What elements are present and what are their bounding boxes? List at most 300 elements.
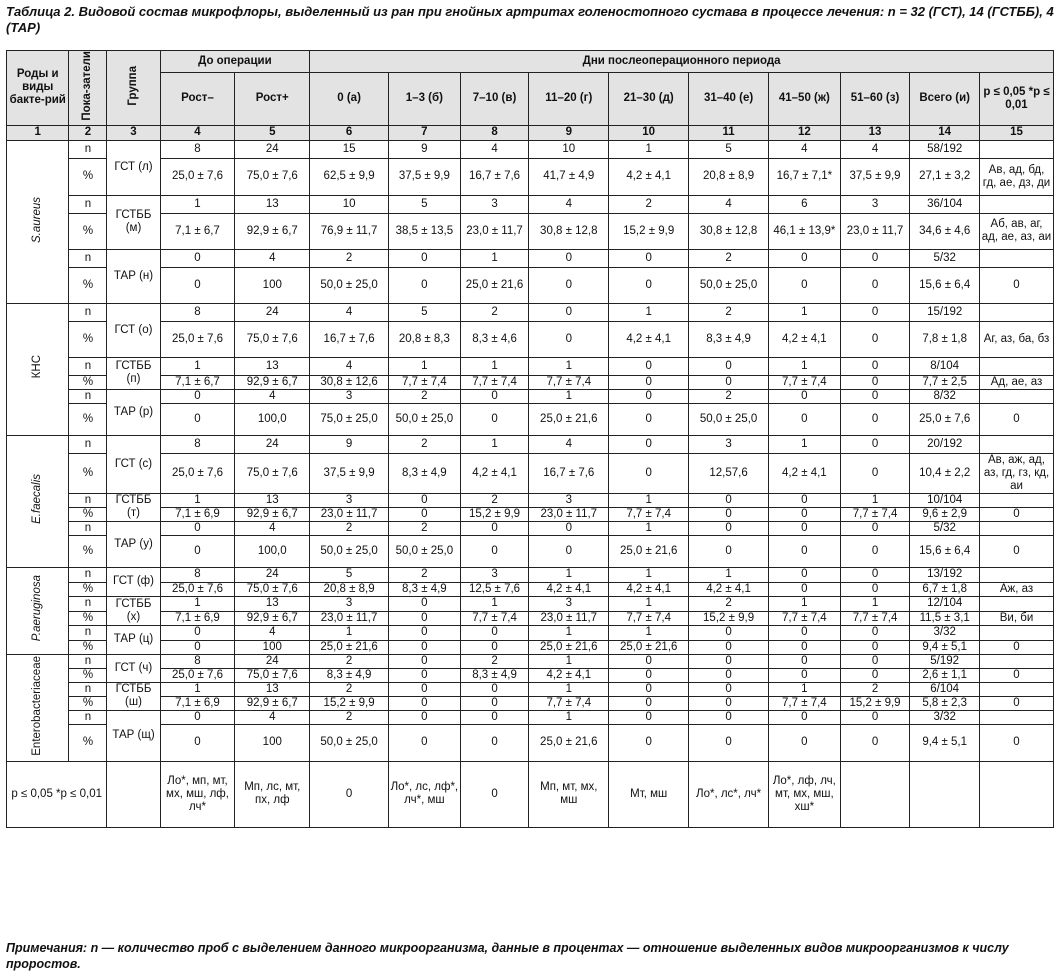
data-cell: 20,8 ± 8,9	[689, 158, 769, 195]
data-cell: 0	[840, 625, 910, 640]
data-cell: 5	[689, 140, 769, 158]
data-cell: 0	[529, 521, 609, 535]
data-cell: 4	[235, 710, 310, 724]
indicator-cell: n	[69, 195, 107, 213]
indicator-cell: %	[69, 640, 107, 654]
table-row	[7, 493, 1054, 507]
data-cell: 0	[609, 668, 689, 682]
data-cell: 3	[310, 389, 389, 403]
significance-cell: 0	[460, 761, 529, 827]
indicator-cell: n	[69, 682, 107, 696]
data-cell: 15,6 ± 6,4	[910, 267, 980, 303]
header-sub-8: 41–50 (ж)	[769, 72, 841, 125]
header-sub-7: 31–40 (е)	[689, 72, 769, 125]
data-cell: 1	[160, 596, 235, 611]
indicator-cell: n	[69, 435, 107, 453]
data-cell: 0	[980, 267, 1054, 303]
data-cell: 4	[235, 249, 310, 267]
data-cell: 1	[160, 357, 235, 375]
data-cell: 0	[840, 267, 910, 303]
header-sub-11: р ≤ 0,05 *р ≤ 0,01	[980, 72, 1054, 125]
data-cell: 50,0 ± 25,0	[389, 403, 461, 435]
data-cell: 23,0 ± 11,7	[529, 507, 609, 521]
data-cell: 100,0	[235, 403, 310, 435]
data-cell: 25,0 ± 21,6	[460, 267, 529, 303]
data-cell: 0	[840, 521, 910, 535]
data-cell: 7,1 ± 6,7	[160, 213, 235, 249]
genus-label: E.faecalis	[7, 435, 69, 567]
data-cell: 1	[769, 435, 841, 453]
data-cell: 7,7 ± 2,5	[910, 375, 980, 389]
data-cell: 0	[609, 403, 689, 435]
data-cell: 0	[389, 654, 461, 668]
data-cell: 1	[609, 625, 689, 640]
data-cell: 0	[689, 625, 769, 640]
data-cell: 0	[389, 668, 461, 682]
data-cell: 0	[389, 625, 461, 640]
data-cell: 0	[160, 640, 235, 654]
table-row	[7, 249, 1054, 267]
data-cell: 4	[235, 389, 310, 403]
data-cell: 2	[310, 521, 389, 535]
data-cell: 0	[460, 710, 529, 724]
data-cell: 2	[840, 682, 910, 696]
significance-cell	[840, 761, 910, 827]
data-cell: 75,0 ± 7,6	[235, 321, 310, 357]
data-cell: 2	[460, 303, 529, 321]
table-row	[7, 696, 1054, 710]
data-cell: 0	[389, 493, 461, 507]
indicator-cell: n	[69, 249, 107, 267]
data-cell: 92,9 ± 6,7	[235, 213, 310, 249]
indicator-cell: n	[69, 357, 107, 375]
indicator-cell: %	[69, 403, 107, 435]
data-cell: 24	[235, 654, 310, 668]
data-cell: 1	[160, 195, 235, 213]
data-cell: 24	[235, 140, 310, 158]
data-cell: 15	[310, 140, 389, 158]
data-cell: 0	[769, 710, 841, 724]
data-cell: 75,0 ± 7,6	[235, 668, 310, 682]
group-cell: ГСТ (ч)	[107, 654, 160, 682]
column-number: 15	[980, 125, 1054, 140]
data-cell: 0	[529, 249, 609, 267]
indicator-cell: %	[69, 453, 107, 493]
data-cell: 4,2 ± 4,1	[769, 453, 841, 493]
header-sub-10: Всего (и)	[910, 72, 980, 125]
data-cell: 6/104	[910, 682, 980, 696]
data-cell: 15,2 ± 9,9	[310, 696, 389, 710]
data-cell: 1	[769, 303, 841, 321]
data-cell: 92,9 ± 6,7	[235, 507, 310, 521]
data-cell: 50,0 ± 25,0	[310, 267, 389, 303]
header-group: Группа	[107, 51, 160, 126]
data-cell: 25,0 ± 7,6	[910, 403, 980, 435]
indicator-cell: %	[69, 321, 107, 357]
data-cell	[980, 682, 1054, 696]
table-row	[7, 640, 1054, 654]
table-row	[7, 535, 1054, 567]
significance-cell: Ло*, лс*, лч*	[689, 761, 769, 827]
data-cell: 0	[609, 453, 689, 493]
data-cell: 4	[529, 435, 609, 453]
group-cell: ГСТББ (п)	[107, 357, 160, 389]
data-cell: 0	[389, 611, 461, 625]
column-number: 11	[689, 125, 769, 140]
table-row	[7, 654, 1054, 668]
data-cell: 0	[389, 710, 461, 724]
data-cell: 3/32	[910, 625, 980, 640]
data-cell: 0	[980, 535, 1054, 567]
header-post-op: Дни послеоперационного периода	[310, 51, 1054, 73]
data-cell: 0	[460, 625, 529, 640]
data-cell: 0	[980, 668, 1054, 682]
column-number: 7	[389, 125, 461, 140]
data-cell: 58/192	[910, 140, 980, 158]
data-cell: 8	[160, 140, 235, 158]
data-cell: 0	[460, 724, 529, 761]
data-cell: 10	[310, 195, 389, 213]
data-cell: 0	[769, 267, 841, 303]
data-cell: 0	[689, 710, 769, 724]
column-number: 13	[840, 125, 910, 140]
data-cell: 1	[160, 493, 235, 507]
data-cell: 8	[160, 567, 235, 582]
data-cell: 25,0 ± 21,6	[529, 724, 609, 761]
data-cell: 10,4 ± 2,2	[910, 453, 980, 493]
data-cell: 1	[460, 357, 529, 375]
significance-label: р ≤ 0,05 *р ≤ 0,01	[7, 761, 107, 827]
data-cell: 0	[160, 389, 235, 403]
table-row	[7, 724, 1054, 761]
data-cell: 50,0 ± 25,0	[689, 267, 769, 303]
data-cell: 0	[980, 507, 1054, 521]
data-cell: 0	[689, 507, 769, 521]
data-cell: 0	[160, 521, 235, 535]
significance-cell: Мп, лс, мт, пх, лф	[235, 761, 310, 827]
data-cell: 23,0 ± 11,7	[840, 213, 910, 249]
data-cell: 37,5 ± 9,9	[310, 453, 389, 493]
column-number: 1	[7, 125, 69, 140]
column-number: 9	[529, 125, 609, 140]
indicator-cell: n	[69, 140, 107, 158]
table-row	[7, 453, 1054, 493]
data-cell: 24	[235, 303, 310, 321]
data-cell	[980, 357, 1054, 375]
data-cell: 0	[460, 403, 529, 435]
data-cell: 1	[769, 682, 841, 696]
data-cell: 4	[235, 625, 310, 640]
data-cell: 0	[529, 321, 609, 357]
data-cell: 8	[160, 654, 235, 668]
data-cell: 0	[980, 696, 1054, 710]
data-cell: 0	[980, 724, 1054, 761]
table-note: Примечания: n — количество проб с выделением данного микроорганизма, данные в процентах — отношение выделенных видов микроорганизмов к числу проростов.	[6, 941, 1009, 971]
column-number: 4	[160, 125, 235, 140]
group-cell: ТАР (р)	[107, 389, 160, 435]
data-cell: 0	[769, 625, 841, 640]
indicator-cell: %	[69, 267, 107, 303]
data-cell: 0	[769, 668, 841, 682]
data-cell: 1	[689, 567, 769, 582]
table-row	[7, 710, 1054, 724]
data-cell: 0	[160, 625, 235, 640]
data-cell: 1	[609, 567, 689, 582]
data-cell: 4,2 ± 4,1	[689, 582, 769, 596]
data-cell: 7,7 ± 7,4	[460, 375, 529, 389]
header-genus: Роды и виды бакте-рий	[7, 51, 69, 126]
header-sub-2: 0 (а)	[310, 72, 389, 125]
data-cell: 20,8 ± 8,3	[389, 321, 461, 357]
data-cell: 9,4 ± 5,1	[910, 724, 980, 761]
table-row	[7, 195, 1054, 213]
data-cell: 5	[310, 567, 389, 582]
data-cell: 9	[310, 435, 389, 453]
genus-label: Enterobacteriaceae	[7, 654, 69, 761]
significance-row	[7, 761, 1054, 827]
data-cell: 0	[389, 267, 461, 303]
genus-label: P.aeruginosa	[7, 567, 69, 654]
data-cell: 7,7 ± 7,4	[769, 611, 841, 625]
indicator-cell: n	[69, 654, 107, 668]
data-cell	[980, 389, 1054, 403]
data-cell: 4,2 ± 4,1	[609, 321, 689, 357]
group-cell: ГСТББ (т)	[107, 493, 160, 521]
data-cell: 16,7 ± 7,6	[529, 453, 609, 493]
data-cell: 0	[689, 521, 769, 535]
data-cell: 3/32	[910, 710, 980, 724]
table-row	[7, 567, 1054, 582]
table-row	[7, 507, 1054, 521]
data-cell: 2,6 ± 1,1	[910, 668, 980, 682]
data-cell: 6	[769, 195, 841, 213]
data-cell: 7,7 ± 7,4	[769, 375, 841, 389]
data-cell	[980, 195, 1054, 213]
data-cell: 25,0 ± 7,6	[160, 453, 235, 493]
data-cell: 0	[389, 596, 461, 611]
data-cell: 0	[460, 389, 529, 403]
data-cell: 5/32	[910, 521, 980, 535]
data-cell: 0	[689, 535, 769, 567]
data-cell: 30,8 ± 12,8	[689, 213, 769, 249]
data-cell: 25,0 ± 7,6	[160, 668, 235, 682]
data-cell: 8,3 ± 4,9	[460, 668, 529, 682]
significance-cell: Мп, мт, мх, мш	[529, 761, 609, 827]
data-cell: 25,0 ± 7,6	[160, 158, 235, 195]
data-cell: 3	[460, 567, 529, 582]
genus-label: S.aureus	[7, 140, 69, 303]
indicator-cell: %	[69, 213, 107, 249]
header-sub-9: 51–60 (з)	[840, 72, 910, 125]
data-cell: 16,7 ± 7,1*	[769, 158, 841, 195]
data-cell: 7,7 ± 7,4	[389, 375, 461, 389]
data-cell: 75,0 ± 7,6	[235, 453, 310, 493]
data-cell: 0	[609, 710, 689, 724]
data-cell: 5	[389, 195, 461, 213]
data-cell: 5	[389, 303, 461, 321]
data-cell: 1	[529, 654, 609, 668]
data-cell: 0	[160, 535, 235, 567]
data-cell: 0	[769, 507, 841, 521]
data-cell: 30,8 ± 12,8	[529, 213, 609, 249]
data-cell: 4,2 ± 4,1	[529, 668, 609, 682]
data-cell: Ав, ад, бд, гд, ае, дз, ди	[980, 158, 1054, 195]
data-cell: 1	[160, 682, 235, 696]
data-cell: Аж, аз	[980, 582, 1054, 596]
data-cell: 50,0 ± 25,0	[310, 535, 389, 567]
data-cell: 0	[609, 696, 689, 710]
table-row	[7, 625, 1054, 640]
group-cell: ГСТ (о)	[107, 303, 160, 357]
data-cell: 0	[840, 375, 910, 389]
data-cell: 0	[769, 389, 841, 403]
data-cell: 15,2 ± 9,9	[460, 507, 529, 521]
data-cell: 0	[840, 357, 910, 375]
significance-cell: Ло*, мп, мт, мх, мш, лф, лч*	[160, 761, 235, 827]
table-row	[7, 668, 1054, 682]
data-cell: 0	[769, 654, 841, 668]
data-cell: 13	[235, 195, 310, 213]
significance-cell: 0	[310, 761, 389, 827]
data-cell	[980, 710, 1054, 724]
data-cell: 0	[689, 724, 769, 761]
data-cell: 25,0 ± 21,6	[609, 640, 689, 654]
data-cell: 12,5 ± 7,6	[460, 582, 529, 596]
table-row	[7, 158, 1054, 195]
data-cell	[980, 435, 1054, 453]
data-cell: 12/104	[910, 596, 980, 611]
header-sub-0: Рост–	[160, 72, 235, 125]
data-cell: 50,0 ± 25,0	[389, 535, 461, 567]
data-cell: 0	[840, 654, 910, 668]
indicator-cell: %	[69, 375, 107, 389]
data-cell: 25,0 ± 7,6	[160, 321, 235, 357]
data-cell: Аб, ав, аг, ад, ае, аз, аи	[980, 213, 1054, 249]
data-cell: 15,2 ± 9,9	[689, 611, 769, 625]
data-cell: 7,7 ± 7,4	[460, 611, 529, 625]
table-row	[7, 321, 1054, 357]
data-cell: 1	[609, 596, 689, 611]
data-cell: 0	[840, 403, 910, 435]
data-cell: 0	[460, 682, 529, 696]
data-cell: 2	[689, 389, 769, 403]
data-cell: 0	[840, 582, 910, 596]
data-cell: 0	[609, 267, 689, 303]
table-row	[7, 389, 1054, 403]
data-cell: 4	[235, 521, 310, 535]
data-cell: 7,7 ± 7,4	[609, 611, 689, 625]
table-caption: Таблица 2. Видовой состав микрофлоры, выделенный из ран при гнойных артритах голеностопного сустава в процессе лечения: n = 32 (ГСТ), 14 (ГСТББ), 4 (ТАР)	[6, 4, 1054, 35]
data-cell: 2	[689, 303, 769, 321]
data-cell: 15,6 ± 6,4	[910, 535, 980, 567]
data-cell: 4,2 ± 4,1	[609, 582, 689, 596]
indicator-cell: n	[69, 625, 107, 640]
data-cell: 15/192	[910, 303, 980, 321]
data-cell: 0	[389, 249, 461, 267]
data-cell: 1	[609, 303, 689, 321]
data-cell: 23,0 ± 11,7	[460, 213, 529, 249]
data-cell: 0	[160, 267, 235, 303]
data-cell: 23,0 ± 11,7	[529, 611, 609, 625]
data-cell: 25,0 ± 21,6	[310, 640, 389, 654]
table-row	[7, 582, 1054, 596]
data-cell: 0	[840, 535, 910, 567]
data-cell: 2	[310, 249, 389, 267]
data-cell: 4,2 ± 4,1	[769, 321, 841, 357]
data-cell: 13	[235, 493, 310, 507]
indicator-cell: %	[69, 724, 107, 761]
data-cell: 9	[389, 140, 461, 158]
data-cell: 0	[160, 249, 235, 267]
data-cell: 9,6 ± 2,9	[910, 507, 980, 521]
data-cell: 92,9 ± 6,7	[235, 611, 310, 625]
data-cell: 1	[840, 493, 910, 507]
data-cell: Ав, аж, ад, аз, гд, гз, кд, аи	[980, 453, 1054, 493]
data-cell: 7,1 ± 6,9	[160, 611, 235, 625]
data-cell: 62,5 ± 9,9	[310, 158, 389, 195]
data-cell: 0	[840, 249, 910, 267]
data-cell: 92,9 ± 6,7	[235, 375, 310, 389]
table-row	[7, 403, 1054, 435]
indicator-cell: %	[69, 535, 107, 567]
data-cell: 0	[769, 582, 841, 596]
indicator-cell: %	[69, 611, 107, 625]
data-cell: 30,8 ± 12,6	[310, 375, 389, 389]
data-cell: 24	[235, 567, 310, 582]
indicator-cell: n	[69, 567, 107, 582]
column-number: 5	[235, 125, 310, 140]
data-cell: 75,0 ± 25,0	[310, 403, 389, 435]
data-cell	[980, 596, 1054, 611]
data-cell: 0	[689, 357, 769, 375]
group-cell: ТАР (н)	[107, 249, 160, 303]
data-cell: 0	[460, 521, 529, 535]
data-cell: 0	[160, 724, 235, 761]
data-cell: 100	[235, 267, 310, 303]
header-sub-5: 11–20 (г)	[529, 72, 609, 125]
column-number: 6	[310, 125, 389, 140]
indicator-cell: n	[69, 303, 107, 321]
table-row	[7, 682, 1054, 696]
data-cell: 2	[389, 435, 461, 453]
data-cell: 4	[310, 303, 389, 321]
data-cell: 5/32	[910, 249, 980, 267]
data-cell: 0	[609, 357, 689, 375]
data-cell: 4	[689, 195, 769, 213]
data-cell: 13	[235, 596, 310, 611]
group-cell: ГСТ (ф)	[107, 567, 160, 596]
data-cell: 6,7 ± 1,8	[910, 582, 980, 596]
data-cell: 0	[389, 696, 461, 710]
data-cell: 8,3 ± 4,9	[310, 668, 389, 682]
data-cell: 2	[609, 195, 689, 213]
indicator-cell: n	[69, 710, 107, 724]
data-cell	[980, 521, 1054, 535]
data-cell: 4	[769, 140, 841, 158]
data-cell: 2	[389, 521, 461, 535]
data-cell: 2	[310, 654, 389, 668]
data-cell	[980, 654, 1054, 668]
table-row	[7, 357, 1054, 375]
data-cell: 24	[235, 435, 310, 453]
data-cell: 0	[769, 640, 841, 654]
table-row	[7, 611, 1054, 625]
table-row	[7, 596, 1054, 611]
data-cell: 34,6 ± 4,6	[910, 213, 980, 249]
data-cell: 2	[310, 710, 389, 724]
data-cell	[980, 140, 1054, 158]
data-cell: 0	[609, 389, 689, 403]
